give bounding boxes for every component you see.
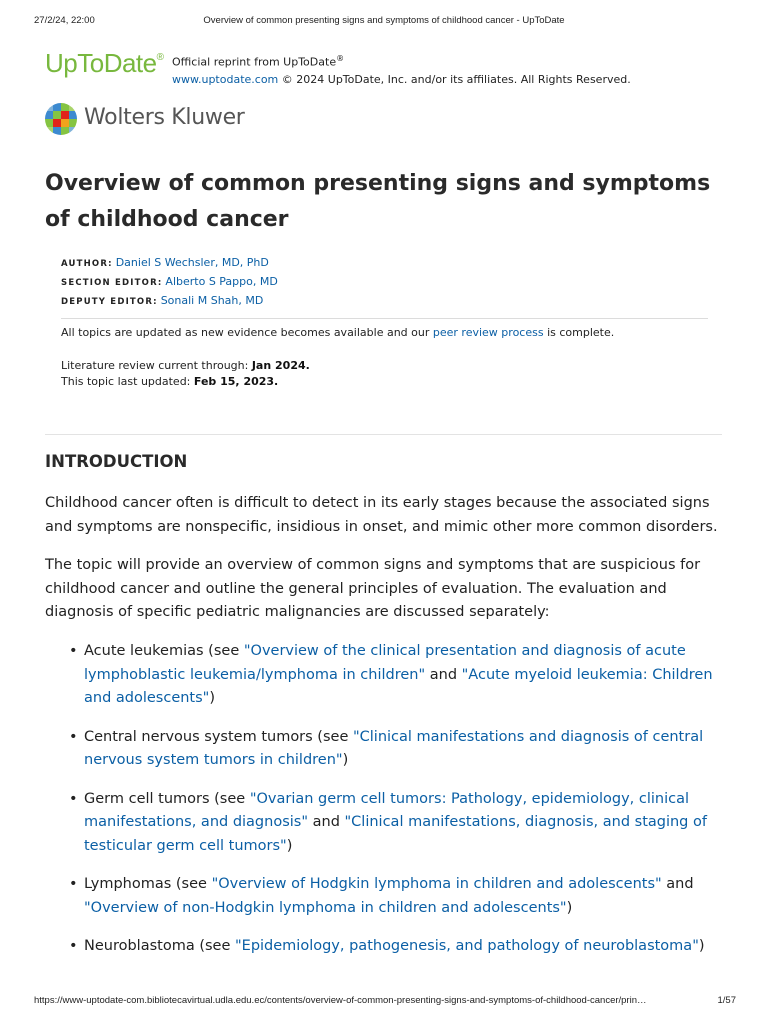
topic-link[interactable]: "Clinical manifestations and diagnosis of central nervous system tumors in children": [84, 728, 704, 768]
wolters-kluwer-globe-icon: [45, 103, 77, 135]
author-line: AUTHOR: Daniel S Wechsler, MD, PhD: [61, 256, 269, 269]
print-page-title: Overview of common presenting signs and symptoms of childhood cancer - UpToDate: [203, 15, 565, 26]
literature-review-info: Literature review current through: Jan 2024. This topic last updated: Feb 15, 2023.: [61, 359, 310, 388]
topic-link[interactable]: "Overview of the clinical presentation and diagnosis of acute lymphoblastic leukemia/lymphoma in children": [84, 643, 686, 683]
list-item: • Acute leukemias (see "Overview of the clinical presentation and diagnosis of acute lymphoblastic leukemia/lymphoma in children" and "Acute myeloid leukemia: Children and adolescents"): [69, 643, 713, 706]
intro-paragraph: Childhood cancer often is difficult to detect in its early stages because the associated signs and symptoms are nonspecific, insidious in onset, and mimic other more common disorders.: [45, 495, 718, 535]
topic-link[interactable]: "Overview of Hodgkin lymphoma in children and adolescents": [211, 876, 662, 892]
deputy-editor-link[interactable]: Sonali M Shah, MD: [160, 294, 264, 307]
section-heading: INTRODUCTION: [45, 452, 188, 471]
print-url: https://www-uptodate-com.bibliotecavirtual.udla.edu.ec/contents/overview-of-common-presenting-signs-and-symptoms-of-childhood-cancer/prin…: [34, 995, 647, 1006]
topic-link[interactable]: "Overview of non-Hodgkin lymphoma in children and adolescents": [84, 899, 567, 916]
list-item: • Lymphomas (see "Overview of Hodgkin lymphoma in children and adolescents" and "Overview of non-Hodgkin lymphoma in children and adolescents"): [69, 876, 694, 916]
print-footer: [34, 995, 736, 1009]
deputy-editor-line: DEPUTY EDITOR: Sonali M Shah, MD: [61, 294, 264, 307]
uptodate-logo[interactable]: UpToDate®: [45, 48, 164, 78]
divider: [45, 434, 722, 435]
author-link[interactable]: Daniel S Wechsler, MD, PhD: [115, 256, 269, 269]
topic-credits: [61, 254, 278, 311]
update-note: All topics are updated as new evidence becomes available and our peer review process is complete.: [61, 326, 615, 339]
reprint-notice: Official reprint from UpToDate® www.uptodate.com © 2024 UpToDate, Inc. and/or its affiliates. All Rights Reserved.: [172, 54, 631, 86]
list-item: • Germ cell tumors (see "Ovarian germ cell tumors: Pathology, epidemiology, clinical manifestations, and diagnosis" and "Clinical manifestations, diagnosis, and staging of testicular germ cell tumors"): [69, 790, 707, 854]
scope-paragraph: The topic will provide an overview of common signs and symptoms that are suspicious for childhood cancer and outline the general principles of evaluation. The evaluation and diagnosis of specific pediatric malignancies are discussed separately:: [45, 557, 701, 620]
print-header: [34, 15, 734, 29]
related-topics-list: [45, 640, 725, 974]
brand-row: [45, 48, 725, 84]
publisher-logo: [45, 103, 305, 137]
section-editor-line: SECTION EDITOR: Alberto S Pappo, MD: [61, 275, 278, 288]
topic-link[interactable]: "Ovarian germ cell tumors: Pathology, epidemiology, clinical manifestations, and diagnosis": [84, 790, 690, 830]
last-updated-date: Feb 15, 2023.: [193, 375, 279, 388]
list-item: • Neuroblastoma (see "Epidemiology, pathogenesis, and pathology of neuroblastoma"): [69, 938, 705, 954]
divider: [61, 318, 708, 319]
print-date: 27/2/24, 22:00: [34, 15, 95, 26]
page-number: 1/57: [717, 995, 736, 1006]
list-item: • Central nervous system tumors (see "Clinical manifestations and diagnosis of central nervous system tumors in children"): [69, 728, 704, 768]
section-editor-link[interactable]: Alberto S Pappo, MD: [165, 275, 278, 288]
topic-link[interactable]: "Acute myeloid leukemia: Children and adolescents": [84, 666, 713, 706]
topic-title: Overview of common presenting signs and symptoms of childhood cancer: [45, 171, 711, 232]
reprint-line: Official reprint from UpToDate: [172, 55, 337, 69]
publisher-name: Wolters Kluwer: [84, 105, 245, 130]
peer-review-link[interactable]: peer review process: [432, 326, 544, 339]
topic-link[interactable]: "Clinical manifestations, diagnosis, and staging of testicular germ cell tumors": [84, 814, 707, 854]
copyright-text: © 2024 UpToDate, Inc. and/or its affiliates. All Rights Reserved.: [278, 72, 631, 86]
review-date: Jan 2024.: [251, 359, 310, 372]
topic-link[interactable]: "Epidemiology, pathogenesis, and pathology of neuroblastoma": [234, 938, 699, 954]
uptodate-site-link[interactable]: www.uptodate.com: [172, 72, 279, 86]
